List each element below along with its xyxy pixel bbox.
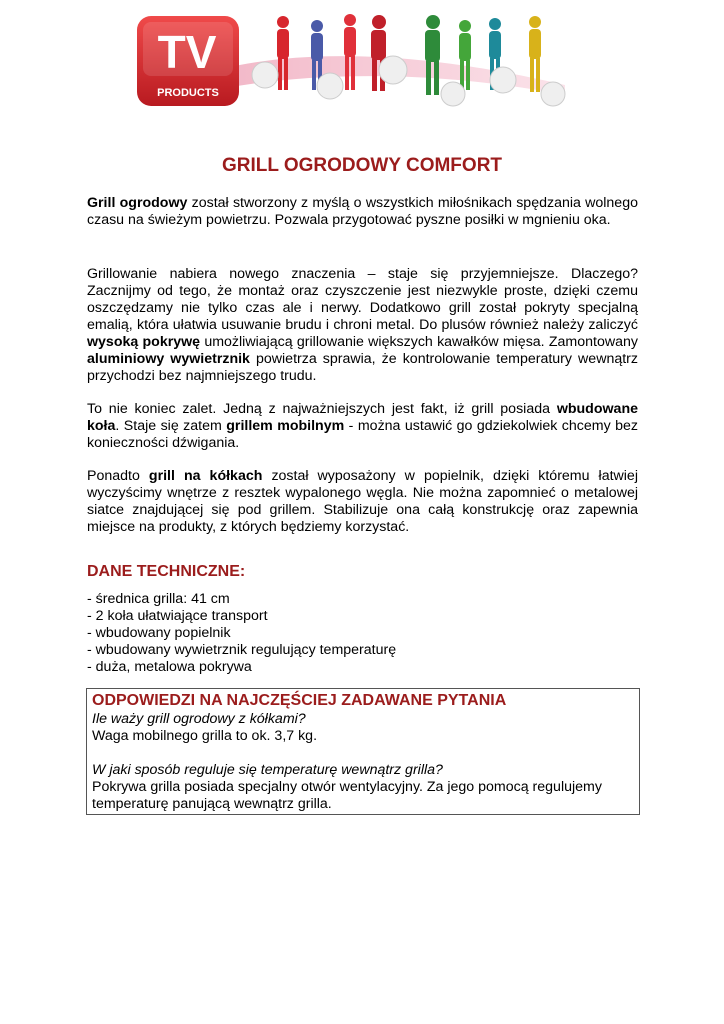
tech-specs-heading: DANE TECHNICZNE: [87, 563, 246, 580]
list-item: - duża, metalowa pokrywa [87, 659, 252, 675]
faq-question: W jaki sposób reguluje się temperaturę wewnątrz grilla? [92, 762, 443, 778]
logo-subtext: PRODUCTS [157, 87, 219, 99]
faq-answer: Pokrywa grilla posiada specjalny otwór wentylacyjny. Za jego pomocą regulujemy temperaturę panującą wewnątrz grilla. [92, 779, 602, 812]
list-item: - wbudowany popielnik [87, 625, 231, 641]
list-item: - średnica grilla: 41 cm [87, 591, 230, 607]
faq-answer: Waga mobilnego grilla to ok. 3,7 kg. [92, 728, 318, 744]
list-item: - 2 koła ułatwiające transport [87, 608, 268, 624]
faq-box [86, 688, 640, 815]
mobility-paragraph: To nie koniec zalet. Jedną z najważniejszych jest fakt, iż grill posiada wbudowane koła. Staje się zatem grillem mobilnym - można ustawić go gdziekolwiek chcemy bez konieczności dźwigania. [87, 401, 638, 451]
features-paragraph: Grillowanie nabiera nowego znaczenia – staje się przyjemniejsze. Dlaczego? Zacznijmy od tego, że montaż oraz czyszczenie jest niezwykle proste, dzięki czemu oszczędzamy nie tylko czas ale i nerwy. Dodatkowo grill został pokryty specjalną emalią, która ułatwia usuwanie brudu i chroni metal. Do plusów również należy zaliczyć wysoką pokrywę umożliwiającą grillowanie większych kawałków mięsa. Zamontowany aluminiowy wywietrznik powietrza sprawia, że kontrolowanie temperatury wewnątrz przychodzi bez najmniejszego trudu. [87, 266, 638, 384]
tv-products-logo [137, 16, 239, 106]
person-silhouette [344, 14, 356, 90]
faq-question: Ile waży grill ogrodowy z kółkami? [92, 711, 306, 727]
banner-graphic [135, 10, 575, 110]
tech-specs-list [87, 591, 396, 676]
faq-heading: ODPOWIEDZI NA NAJCZĘŚCIEJ ZADAWANE PYTANIA [92, 692, 507, 709]
person-silhouette [425, 15, 440, 95]
header-banner [135, 10, 575, 110]
page-title: GRILL OGRODOWY COMFORT [221, 155, 503, 176]
logo-text: TV [157, 26, 217, 78]
ashtray-paragraph: Ponadto grill na kółkach został wyposażony w popielnik, dzięki któremu łatwiej wyczyścimy wnętrze z resztek wypalonego węgla. Nie można zapomnieć o metalowej siatce znajdującej się pod grillem. Stabilizuje ona całą konstrukcję oraz zapewnia miejsce na produkty, z których będziemy korzystać. [87, 468, 638, 535]
list-item: - wbudowany wywietrznik regulujący temperaturę [87, 642, 397, 658]
intro-paragraph: Grill ogrodowy został stworzony z myślą o wszystkich miłośnikach spędzania wolnego czasu na świeżym powietrzu. Pozwala przygotować pyszne posiłki w mgnieniu oka. [87, 195, 638, 228]
